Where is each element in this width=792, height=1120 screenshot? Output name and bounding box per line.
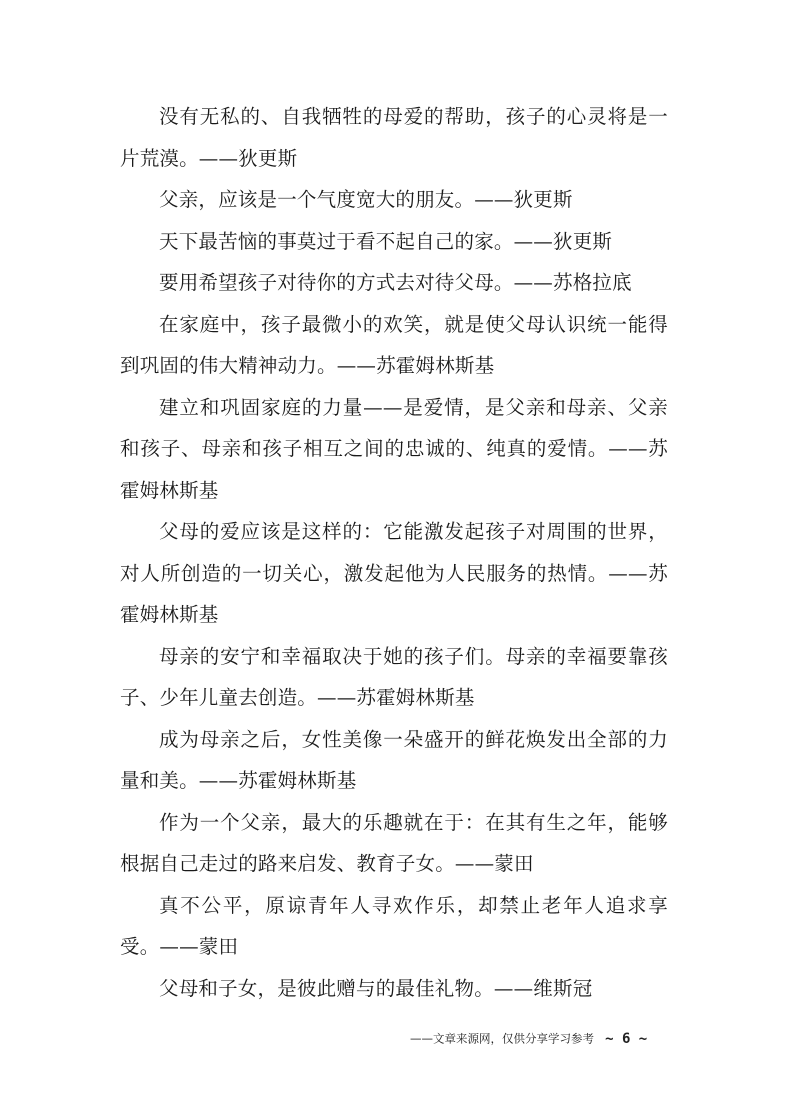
quote-paragraph: 作为一个父亲，最大的乐趣就在于：在其有生之年，能够根据自己走过的路来启发、教育子女。——蒙田 xyxy=(120,810,668,875)
footer-source-note: ——文章来源网，仅供分享学习参考 xyxy=(410,1031,594,1046)
quote-paragraph: 在家庭中，孩子最微小的欢笑，就是使父母认识统一能得到巩固的伟大精神动力。——苏霍姆林斯基 xyxy=(120,312,668,377)
quote-paragraph: 天下最苦恼的事莫过于看不起自己的家。——狄更斯 xyxy=(159,229,613,253)
page-number: ~ 6 ~ xyxy=(605,1030,648,1047)
quote-paragraph: 成为母亲之后，女性美像一朵盛开的鲜花焕发出全部的力量和美。——苏霍姆林斯基 xyxy=(120,727,668,792)
quote-paragraph: 父母的爱应该是这样的：它能激发起孩子对周围的世界，对人所创造的一切关心，激发起他为人民服务的热情。——苏霍姆林斯基 xyxy=(120,520,668,626)
quote-list xyxy=(120,96,668,1009)
page-footer xyxy=(410,1028,670,1052)
quote-paragraph: 父亲，应该是一个气度宽大的朋友。——狄更斯 xyxy=(159,188,573,211)
quote-paragraph: 父母和子女，是彼此赠与的最佳礼物。——维斯冠 xyxy=(159,976,593,1000)
quote-paragraph: 没有无私的、自我牺牲的母爱的帮助，孩子的心灵将是一片荒漠。——狄更斯 xyxy=(120,105,668,170)
quote-paragraph: 真不公平，原谅青年人寻欢作乐，却禁止老年人追求享受。——蒙田 xyxy=(120,893,668,958)
quote-paragraph: 母亲的安宁和幸福取决于她的孩子们。母亲的幸福要靠孩子、少年儿童去创造。——苏霍姆林斯基 xyxy=(120,644,668,709)
quote-paragraph: 要用希望孩子对待你的方式去对待父母。——苏格拉底 xyxy=(159,271,632,294)
quote-paragraph: 建立和巩固家庭的力量——是爱情，是父亲和母亲、父亲和孩子、母亲和孩子相互之间的忠诚的、纯真的爱情。——苏霍姆林斯基 xyxy=(120,395,668,502)
